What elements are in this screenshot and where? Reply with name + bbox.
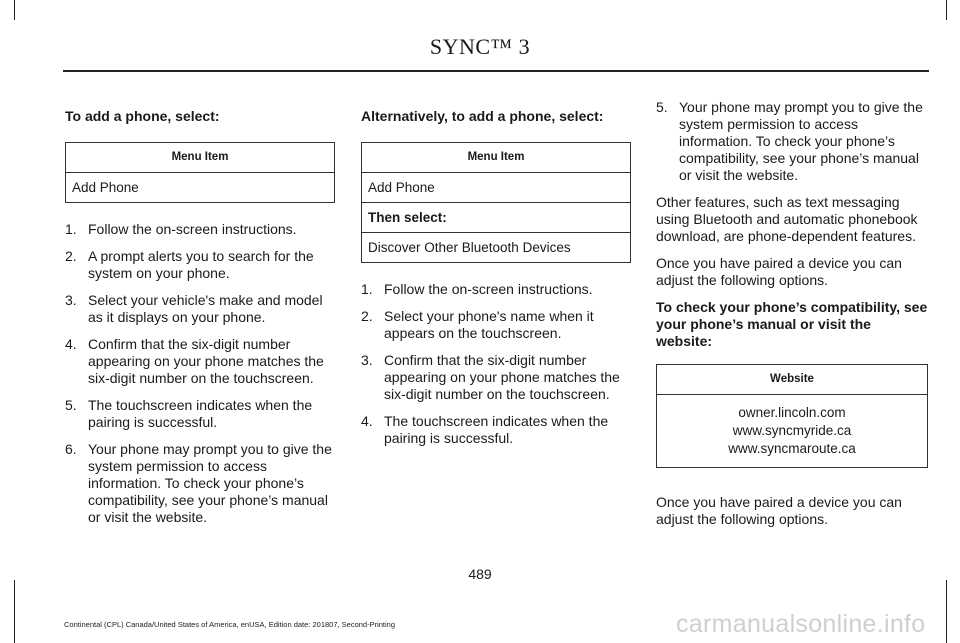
table-subheader: Then select: <box>362 203 631 233</box>
list-item: 4. The touchscreen indicates when the pairing is successful. <box>361 413 609 446</box>
list-item: 1. Follow the on-screen instructions. <box>65 221 297 237</box>
column-1 <box>65 108 335 536</box>
table-header: Website <box>657 365 928 395</box>
header-rule <box>63 70 929 72</box>
table-row: Add Phone <box>66 173 335 203</box>
crop-mark <box>14 0 15 20</box>
website-link: www.syncmyride.ca <box>732 423 852 438</box>
list-item: 5. The touchscreen indicates when the pairing is successful. <box>65 397 313 430</box>
crop-mark <box>946 580 947 643</box>
list-item: 3. Confirm that the six-digit number appearing on your phone matches the six-digit number on the touchscreen. <box>361 352 620 402</box>
page-title: SYNC™ 3 <box>429 34 531 59</box>
crop-mark <box>946 0 947 20</box>
footer-text: Continental (CPL) Canada/United States of America, enUSA, Edition date: 201807, Second-Printing <box>64 620 396 629</box>
list-item: 2. Select your phone's name when it appears on the touchscreen. <box>361 308 594 341</box>
website-link: owner.lincoln.com <box>738 405 846 420</box>
list-item: 4. Confirm that the six-digit number appearing on your phone matches the six-digit number on the touchscreen. <box>65 336 324 386</box>
list-item: 5. Your phone may prompt you to give the system permission to access information. To check your phone’s compatibility, see your phone’s manual or visit the website. <box>656 99 923 183</box>
list-item: 6. Your phone may prompt you to give the system permission to access information. To check your phone’s compatibility, see your phone’s manual or visit the website. <box>65 441 332 525</box>
watermark: carmanualsonline.info <box>676 610 926 638</box>
page-number: 489 <box>468 566 492 582</box>
crop-mark <box>14 580 15 643</box>
paragraph: Once you have paired a device you can adjust the following options. <box>656 494 902 527</box>
table-row: Add Phone <box>362 173 631 203</box>
website-list <box>657 395 928 468</box>
table-row: Discover Other Bluetooth Devices <box>362 233 631 263</box>
paragraph: Once you have paired a device you can adjust the following options. <box>656 255 902 288</box>
section-intro: To add a phone, select: <box>65 108 220 124</box>
website-table <box>656 364 928 468</box>
section-intro: To check your phone’s compatibility, see your phone’s manual or visit the website: <box>656 299 928 349</box>
menu-table <box>361 142 631 263</box>
list-item: 2. A prompt alerts you to search for the system on your phone. <box>65 248 314 281</box>
menu-table <box>65 142 335 203</box>
website-link: www.syncmaroute.ca <box>728 441 856 456</box>
steps-list <box>65 221 335 526</box>
column-2 <box>361 108 631 457</box>
steps-list <box>656 99 928 184</box>
list-item: 1. Follow the on-screen instructions. <box>361 281 593 297</box>
column-3 <box>656 99 928 538</box>
paragraph: Other features, such as text messaging using Bluetooth and automatic phonebook download, are phone-dependent features. <box>656 194 918 244</box>
table-header: Menu Item <box>66 143 335 173</box>
list-item: 3. Select your vehicle's make and model as it displays on your phone. <box>65 292 323 325</box>
table-header: Menu Item <box>362 143 631 173</box>
steps-list <box>361 281 631 447</box>
section-intro: Alternatively, to add a phone, select: <box>361 108 604 124</box>
